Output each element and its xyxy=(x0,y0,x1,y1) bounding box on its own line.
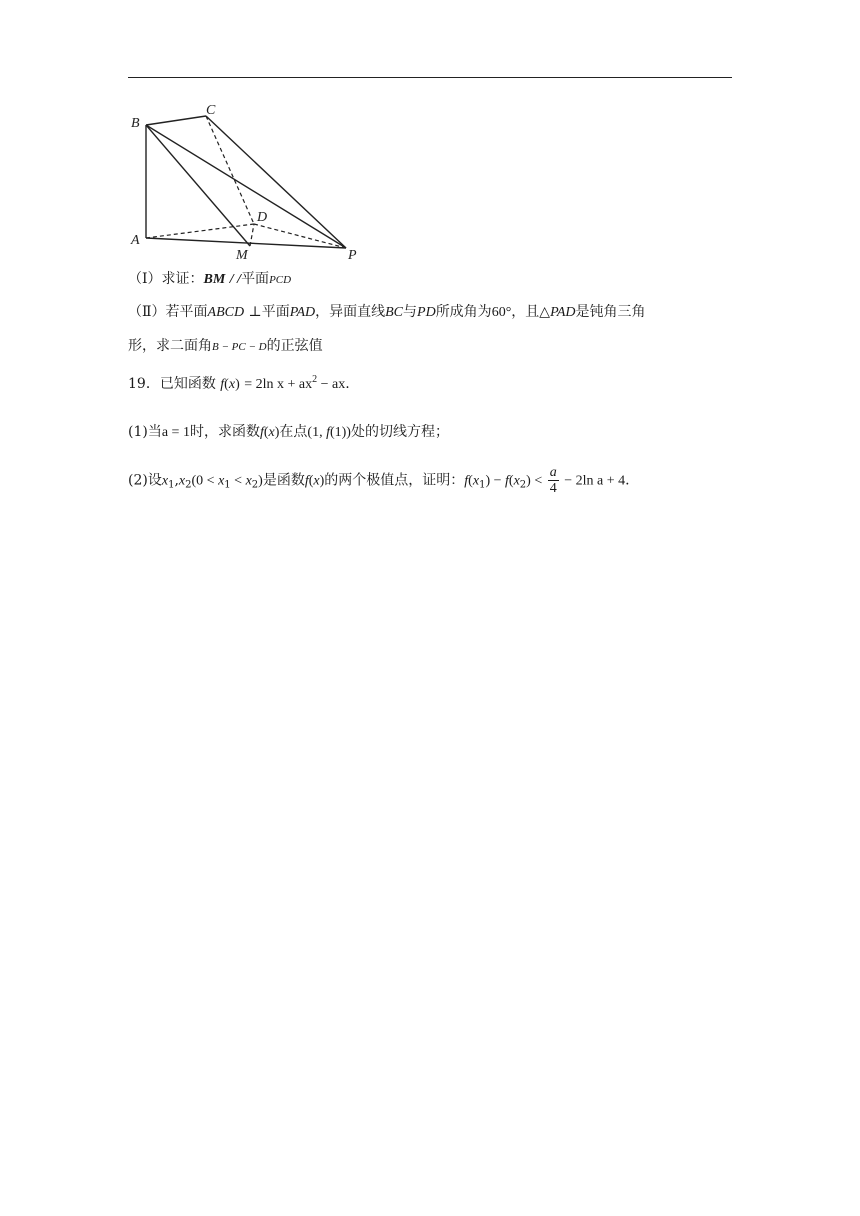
f-symbol: f xyxy=(304,473,309,489)
perp-symbol: ⊥ xyxy=(248,304,262,320)
q19-rhs: = 2ln x + ax xyxy=(244,377,313,392)
x2-symbol: x xyxy=(245,473,252,489)
fraction-a-over-4 xyxy=(548,465,559,496)
part1-line xyxy=(128,269,291,290)
edge-ap xyxy=(146,238,346,248)
part1-prefix: （Ⅰ）求证： xyxy=(128,271,204,287)
f-symbol: f xyxy=(464,473,469,489)
pyramid-figure xyxy=(128,100,368,265)
point-one: 1 xyxy=(334,425,342,440)
label-b: B xyxy=(131,116,140,131)
yu-word: 与 xyxy=(403,304,418,320)
pd-label: PD xyxy=(417,305,436,320)
part2-text-g: 的正弦值 xyxy=(266,338,323,354)
part2-text-a: （Ⅱ）若平面 xyxy=(128,304,208,320)
q19-line: 19．已知函数 f(x) = 2ln $x + ax^2$ − ax. xyxy=(128,374,350,392)
sub-1: 1 xyxy=(168,479,175,491)
point-f: f xyxy=(326,425,330,440)
x1-symbol: x xyxy=(161,473,169,489)
x-symbol: x xyxy=(268,425,275,440)
label-p: P xyxy=(348,248,357,263)
q19p1-at: 在点 xyxy=(279,424,308,440)
f-symbol: f xyxy=(505,473,509,489)
part2-text-b: ，异面直线 xyxy=(315,304,386,320)
part2-text-c: 所成角为 xyxy=(435,304,492,320)
pad-label-2: PAD xyxy=(550,305,576,320)
part2-text-d: ，且 xyxy=(511,304,540,320)
sub-1: 1 xyxy=(224,479,231,491)
sub-2: 2 xyxy=(251,479,259,491)
fraction-numerator: a xyxy=(549,465,557,480)
sub-2: 2 xyxy=(185,479,192,491)
x-symbol: x xyxy=(313,473,320,489)
pad-label: PAD xyxy=(289,305,316,320)
lt-sign: < xyxy=(230,473,246,489)
part2-text-f: 形，求二面角 xyxy=(128,338,212,354)
q19p1-mid: 时，求函数 xyxy=(189,424,260,440)
f-symbol: f xyxy=(220,377,225,392)
q19p1-prefix: (1)当 xyxy=(128,424,162,440)
q19-number: 19．已知函数 xyxy=(128,376,216,392)
header-rule xyxy=(128,77,732,78)
triangle-symbol: △ xyxy=(539,304,551,320)
label-d: D xyxy=(257,210,268,225)
x1-symbol: x xyxy=(472,473,480,489)
edge-cp xyxy=(206,116,346,248)
part2-line2 xyxy=(128,336,323,357)
plane-word: 平面 xyxy=(241,271,270,287)
q19p1-end: 处的切线方程； xyxy=(350,424,449,440)
edge-bc xyxy=(146,116,206,125)
bc-label: BC xyxy=(385,305,404,320)
lt-sign-2: < xyxy=(530,473,546,489)
dihedral-label: B − PC − D xyxy=(212,341,267,353)
abcd-label: ABCD xyxy=(207,305,245,320)
q19p2-mid2: 的两个极值点，证明： xyxy=(324,472,465,489)
point-a: 1, xyxy=(312,425,327,440)
parallel-symbol: / / xyxy=(229,272,242,287)
q19p2-prefix: (2)设 xyxy=(128,472,162,489)
edge-bp xyxy=(146,125,346,248)
comma: , xyxy=(174,472,179,489)
f-symbol: f xyxy=(259,425,264,440)
edge-cd xyxy=(206,116,254,224)
fraction-denominator: 4 xyxy=(549,481,557,496)
q19p2-mid: 是函数 xyxy=(262,472,305,489)
q19-exp: 2 xyxy=(312,374,318,385)
x2-symbol: x xyxy=(513,473,520,489)
label-m: M xyxy=(236,248,248,263)
label-c: C xyxy=(206,103,216,118)
plane-word: 平面 xyxy=(261,304,290,320)
q19-end: . xyxy=(345,376,350,392)
x2-symbol: x xyxy=(178,473,186,489)
label-a: A xyxy=(131,233,140,248)
minus-sign: − xyxy=(490,473,506,489)
x1-symbol: x xyxy=(218,473,225,489)
q19-rhs2: − ax xyxy=(317,377,346,392)
q19p2-end: . xyxy=(625,472,630,489)
part2-line1 xyxy=(128,302,646,323)
part2-text-e: 是钝角三角 xyxy=(575,304,646,320)
pcd-label: PCD xyxy=(269,274,292,286)
x-symbol: x xyxy=(228,377,236,392)
angle-value: 60° xyxy=(491,305,512,320)
q19-part2-line: (2)设$x_1,x_2(0 < x_1 < x_2)$是函数f(x)的两个极值点，证明：$f(x_1) - f(x_2)$ < $\frac{a}{4}$ − 2ln a + 4. xyxy=(128,465,630,496)
q19p1-cond: a = 1 xyxy=(161,425,190,440)
bm-label: BM xyxy=(203,272,226,287)
sub-2: 2 xyxy=(519,479,527,491)
zero-lt: 0 < xyxy=(196,473,219,489)
q19p2-tail: − 2ln a + 4 xyxy=(560,473,626,489)
q19-part1-line: (1)当a = 1时，求函数f(x)在点(1, f(1))处的切线方程； xyxy=(128,424,449,440)
sub-1: 1 xyxy=(479,479,486,491)
